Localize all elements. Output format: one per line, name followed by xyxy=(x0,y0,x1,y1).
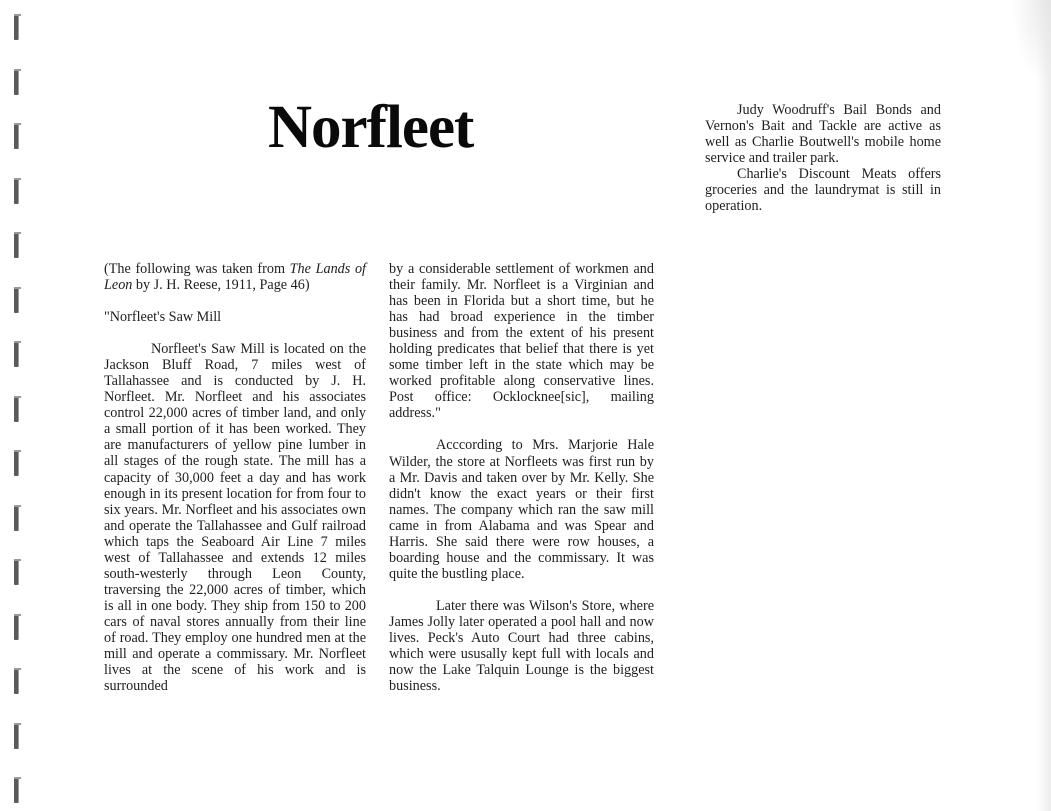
binding-hole xyxy=(14,14,18,40)
left-column xyxy=(104,261,366,694)
discount-meats-paragraph: Charlie's Discount Meats offers groceries and the laundrymat is still in operation. xyxy=(705,166,941,215)
binding-hole xyxy=(14,505,18,531)
wilder-paragraph: Acccording to Mrs. Marjorie Hale Wilder, the store at Norfleets was first run by a Mr. Davis and taken over by Mr. Kelly. She didn't know the exact years or their first names. The company which ran the saw mill came in from Alabama and was Spear and Harris. She said there were row houses, a boarding house and the commissary. It was quite the bustling place. xyxy=(389,437,654,582)
binding-hole xyxy=(14,723,18,749)
binding-hole xyxy=(14,341,18,367)
binding-hole xyxy=(14,668,18,694)
source-citation xyxy=(104,261,366,293)
binding-hole xyxy=(14,287,18,313)
binding-holes xyxy=(0,0,30,811)
middle-column xyxy=(389,261,654,694)
book-title: The Lands of Leon xyxy=(104,261,366,294)
binding-hole xyxy=(14,777,18,803)
binding-hole xyxy=(14,232,18,258)
binding-hole xyxy=(14,396,18,422)
businesses-paragraph: Judy Woodruff's Bail Bonds and Vernon's Bait and Tackle are active as well as Charlie Boutwell's mobile home service and trailer park. xyxy=(705,102,941,167)
binding-hole xyxy=(14,178,18,204)
wilson-store-paragraph: Later there was Wilson's Store, where James Jolly later operated a pool hall and now lives. Peck's Auto Court had three cabins, which were ususally kept full with locals and now the Lake Talquin Lounge is the biggest business. xyxy=(389,597,654,695)
spacer xyxy=(389,421,654,437)
quote-heading: "Norfleet's Saw Mill xyxy=(104,309,222,326)
quote-continuation: by a considerable settlement of workmen and their family. Mr. Norfleet is a Virginian and has been in Florida but a short time, but he has had broad experience in the timber business and from the extent of his present holding predicates that belief that there is yet some timber left in the state which may be worked profitable along conservative lines. Post office: Ocklocknee[sic], mailing address." xyxy=(389,261,654,422)
binding-hole xyxy=(14,559,18,585)
binding-hole xyxy=(14,123,18,149)
binding-hole xyxy=(14,69,18,95)
page-title: Norfleet xyxy=(268,94,474,161)
binding-hole xyxy=(14,450,18,476)
spacer xyxy=(104,325,366,341)
citation-suffix: by J. H. Reese, 1911, Page 46) xyxy=(132,277,310,294)
right-column xyxy=(705,102,941,214)
saw-mill-paragraph: Norfleet's Saw Mill is located on the Jackson Bluff Road, 7 miles west of Tallahassee and is conducted by J. H. Norfleet. Mr. Norfleet and his associates control 22,000 acres of timber land, and only a small portion of it has been worked. They are manufacturers of yellow pine lumber in all stages of the rough state. The mill has a capacity of 30,000 feet a day and has work enough in its present location for from four to six years. Mr. Norfleet and his associates own and operate the Tallahassee and Gulf railroad which taps the Seaboard Air Line 7 miles west of Tallahassee and extends 12 miles south-westerly through Leon County, traversing the 22,000 acres of timber, which is all in one body. They ship from 150 to 200 cars of naval stores annually from their line of road. They employ one hundred men at the mill and operate a commissary. Mr. Norfleet lives at the scene of his work and is surrounded xyxy=(104,341,366,695)
citation-prefix: (The following was taken from xyxy=(104,261,290,277)
binding-hole xyxy=(14,614,18,640)
page-corner-shadow xyxy=(1011,0,1051,90)
spacer xyxy=(104,293,366,309)
page-edge-shadow xyxy=(1037,0,1051,811)
spacer xyxy=(389,582,654,598)
